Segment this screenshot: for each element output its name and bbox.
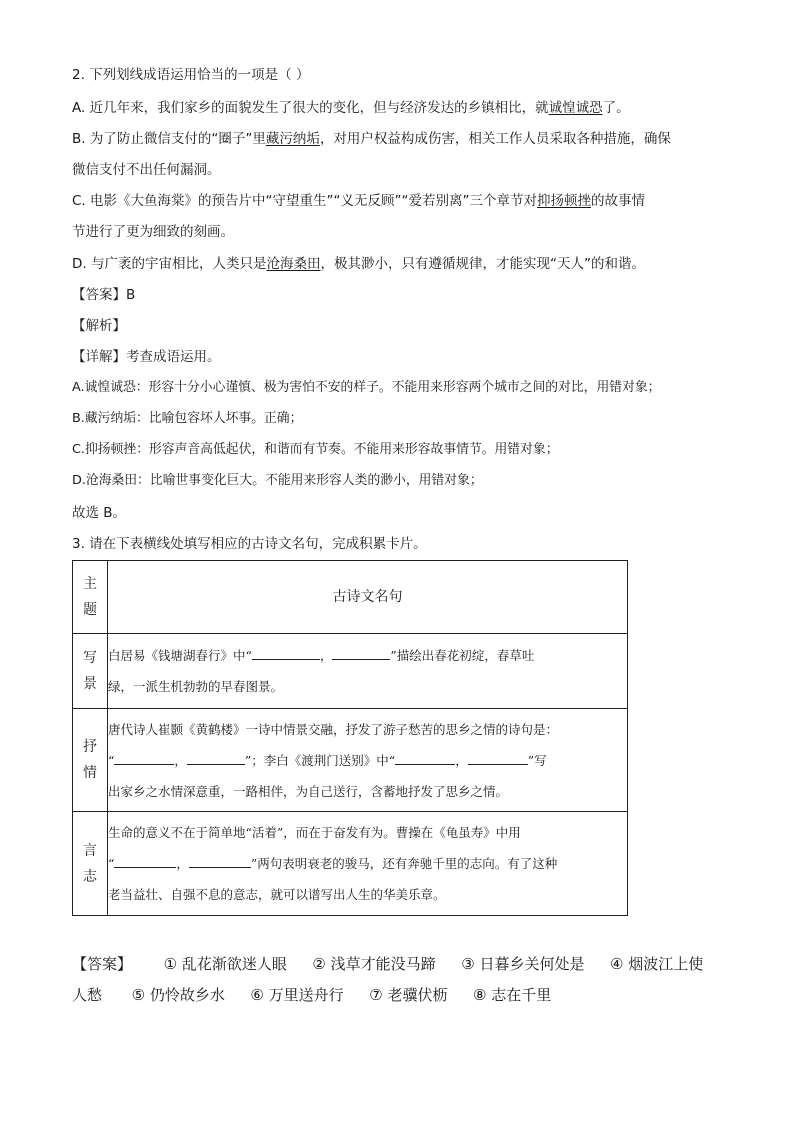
answer-2-num: ② xyxy=(312,955,326,973)
option-b-line2: 微信支付不出任何漏洞。 xyxy=(72,162,221,178)
answer-1-num: ① xyxy=(163,955,178,973)
q3-answer-line-1 xyxy=(72,949,703,980)
answer-5-text: 仍怜故乡水 xyxy=(149,986,225,1004)
scenery-content xyxy=(108,634,628,709)
answer-1-text: 乱花渐欲迷人眼 xyxy=(181,955,287,973)
answer-4-text: 烟波江上使 xyxy=(628,955,704,973)
option-a-idiom: 诚惶诚恐 xyxy=(548,100,603,116)
option-c xyxy=(72,191,645,211)
scenery-line-2: 绿，一派生机勃勃的早春图景。 xyxy=(108,679,284,694)
option-d-idiom: 沧海桑田 xyxy=(266,256,321,272)
emotion-text-end: ”写 xyxy=(527,752,547,768)
option-c-idiom: 抑扬顿挫 xyxy=(536,193,591,209)
ambition-content xyxy=(108,812,628,916)
scenery-line-1 xyxy=(108,640,627,671)
header-theme-char-2: 题 xyxy=(83,602,97,618)
emotion-quote-open: “ xyxy=(108,752,115,768)
header-title: 古诗文名句 xyxy=(108,561,628,634)
scenery-text-1: 白居易《钱塘湖春行》中“ xyxy=(108,648,252,663)
answer-3-num: ③ xyxy=(461,955,475,973)
ambition-text-end: ”两句表明衰老的骏马，还有奔驰千里的志向。有了这种 xyxy=(250,856,558,871)
option-b-end: ，对用户权益构成伤害，相关工作人员采取各种措施，确保 xyxy=(319,131,671,147)
option-c-text: C. 电影《大鱼海棠》的预告片中“守望重生”“义无反顾”“爱若别离”三个章节对 xyxy=(72,193,537,209)
blank-2[interactable] xyxy=(332,645,390,660)
scenery-text-2: ”描绘出春花初绽，春草吐 xyxy=(390,648,535,663)
emotion-content xyxy=(108,709,628,812)
header-theme-char-1: 主 xyxy=(83,576,97,592)
poetry-card-table xyxy=(72,560,628,916)
q2-detail: 【详解】考查成语运用。 xyxy=(72,349,221,365)
theme-scenery-char-2: 景 xyxy=(83,676,97,692)
option-a xyxy=(72,98,630,118)
ambition-line-3: 老当益壮、自强不息的意志，就可以谱写出人生的华美乐章。 xyxy=(108,887,446,902)
emotion-line-2 xyxy=(108,745,627,776)
explain-c: C.抑扬顿挫：形容声音高低起伏，和谐而有节奏。不能用来形容故事情节。用错对象； xyxy=(72,442,559,457)
question-2-stem: 2. 下列划线成语运用恰当的一项是（ ） xyxy=(72,67,310,83)
answer-6-num: ⑥ xyxy=(250,986,264,1004)
answer-3-text: 日暮乡关何处是 xyxy=(479,955,585,973)
blank-5[interactable] xyxy=(395,750,455,765)
option-c-end: 的故事情 xyxy=(590,193,645,209)
option-a-end: 了。 xyxy=(602,100,630,116)
blank-7[interactable] xyxy=(114,853,176,868)
answer-4-num: ④ xyxy=(610,955,624,973)
emotion-comma-2: ， xyxy=(455,752,468,768)
theme-emotion xyxy=(73,709,108,812)
answer-7-text: 老骥伏枥 xyxy=(387,986,448,1004)
theme-emotion-char-1: 抒 xyxy=(83,739,97,755)
answer-4-text-cont: 人愁 xyxy=(72,986,103,1004)
blank-3[interactable] xyxy=(114,750,174,765)
q2-answer: 【答案】B xyxy=(72,287,136,303)
option-d-text: D. 与广袤的宇宙相比，人类只是 xyxy=(72,256,267,272)
question-3-stem: 3. 请在下表横线处填写相应的古诗文名句，完成积累卡片。 xyxy=(72,536,427,552)
answer-8-num: ⑧ xyxy=(473,986,487,1004)
option-b xyxy=(72,129,671,149)
theme-emotion-char-2: 情 xyxy=(83,765,97,781)
answer-7-num: ⑦ xyxy=(369,986,383,1004)
theme-scenery-char-1: 写 xyxy=(83,650,97,666)
ambition-line-1: 生命的意义不在于简单地“活着”，而在于奋发有为。曹操在《龟虽寿》中用 xyxy=(108,825,521,840)
theme-ambition-char-1: 言 xyxy=(83,842,97,859)
q3-answer-label: 【答案】 xyxy=(72,955,133,973)
option-a-text: A. 近几年来，我们家乡的面貌发生了很大的变化，但与经济发达的乡镇相比，就 xyxy=(72,100,549,116)
blank-8[interactable] xyxy=(189,853,251,868)
explain-a: A.诚惶诚恐：形容十分小心谨慎、极为害怕不安的样子。不能用来形容两个城市之间的对比，用错对象； xyxy=(72,380,661,395)
option-c-line2: 节进行了更为细致的刻画。 xyxy=(72,224,234,240)
option-b-text: B. 为了防止微信支付的“圈子”里 xyxy=(72,131,266,147)
option-b-idiom: 藏污纳垢 xyxy=(265,131,320,147)
ambition-line-2 xyxy=(108,848,627,879)
emotion-line-1: 唐代诗人崔颢《黄鹤楼》一诗中情景交融，抒发了游子愁苦的思乡之情的诗句是： xyxy=(108,721,559,737)
scenery-comma: ， xyxy=(319,648,333,663)
answer-6-text: 万里送舟行 xyxy=(268,986,344,1004)
answer-8-text: 志在千里 xyxy=(491,986,552,1004)
header-theme-cell xyxy=(73,561,108,634)
theme-ambition-char-2: 志 xyxy=(83,868,97,885)
q2-analysis-label: 【解析】 xyxy=(72,318,126,334)
explain-b: B.藏污纳垢：比喻包容坏人坏事。正确； xyxy=(72,411,303,426)
blank-6[interactable] xyxy=(468,750,528,765)
blank-4[interactable] xyxy=(187,750,245,765)
q3-answer-line-2 xyxy=(72,980,551,1011)
option-d-end: ，极其渺小，只有遵循规律，才能实现“天人”的和谐。 xyxy=(320,256,645,272)
ambition-comma: ， xyxy=(176,856,189,871)
option-d xyxy=(72,254,645,274)
emotion-text-mid: ”；李白《渡荆门送别》中“ xyxy=(244,752,396,768)
emotion-line-3: 出家乡之水情深意重，一路相伴，为自己送行，含蓄地抒发了思乡之情。 xyxy=(108,783,509,799)
answer-5-num: ⑤ xyxy=(131,986,146,1004)
q2-conclusion: 故选 B。 xyxy=(72,505,127,521)
ambition-quote-open: “ xyxy=(108,856,115,871)
theme-scenery xyxy=(73,634,108,709)
blank-1[interactable] xyxy=(252,645,320,660)
answer-2-text: 浅草才能没马蹄 xyxy=(330,955,436,973)
explain-d: D.沧海桑田：比喻世事变化巨大。不能用来形容人类的渺小，用错对象； xyxy=(72,473,483,488)
emotion-comma-1: ， xyxy=(174,752,187,768)
theme-ambition xyxy=(73,812,108,916)
